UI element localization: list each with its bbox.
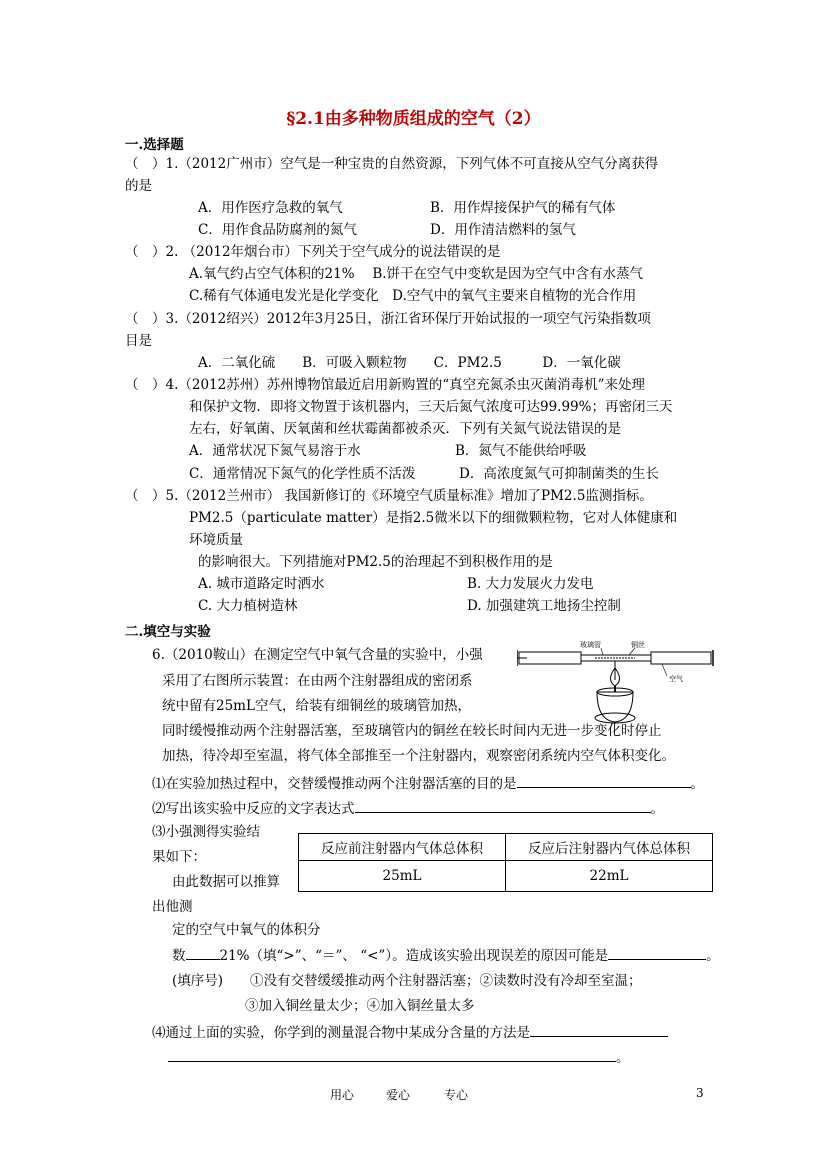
q4-option-d: D．高浓度氮气可抑制菌类的生长 bbox=[459, 466, 659, 482]
q5-stem-line3: 环境质量 bbox=[189, 532, 243, 548]
q4-stem-line1: （ ）4.（2012苏州）苏州博物馆最近启用新购置的“真空充氮杀虫灭菌消毒机”来处理 bbox=[125, 377, 646, 393]
q6-sub4-line2 bbox=[168, 1047, 630, 1067]
q6-sub3-line4: 出他测 bbox=[152, 899, 193, 915]
q6-sub1 bbox=[152, 773, 704, 793]
q5-stem-line1: （ ）5.（2012兰州市） 我国新修订的《环境空气质量标准》增加了PM2.5监测指标。 bbox=[125, 488, 653, 504]
q3-options: A．二氧化硫 B．可吸入颗粒物 C．PM2.5 D．一氧化碳 bbox=[198, 355, 621, 371]
q3-stem-line1: （ ）3.（2012绍兴）2012年3月25日，浙江省环保厅开始试报的一项空气污染指数项 bbox=[125, 311, 651, 327]
footer-motto-2: 爱心 bbox=[386, 1088, 411, 1102]
q6-sub4 bbox=[152, 1022, 668, 1042]
q6-stem-line3: 统中留有25mL空气，给装有细铜丝的玻璃管加热， bbox=[162, 698, 471, 714]
q1-option-a: A．用作医疗急救的氧气 bbox=[198, 200, 343, 216]
q4-option-c: C．通常情况下氮气的化学性质不活泼 bbox=[189, 466, 416, 482]
q6-sub3-line6 bbox=[172, 945, 720, 965]
table-header-after: 反应后注射器内气体总体积 bbox=[506, 834, 713, 861]
q1-stem-line2: 的是 bbox=[125, 178, 152, 194]
q6-sub2-text: ⑵写出该实验中反应的文字表达式 bbox=[152, 801, 355, 817]
q6-sub3-prefix: 数 bbox=[172, 948, 186, 964]
q1-option-d: D．用作清洁燃料的氢气 bbox=[430, 222, 576, 238]
q5-option-b: B. 大力发展火力发电 bbox=[467, 576, 594, 592]
q6-sub3-options-line2: ③加入铜丝量太少；④加入铜丝量太多 bbox=[245, 998, 475, 1014]
q6-sub4-answer-blank-2[interactable] bbox=[168, 1047, 616, 1062]
table-value-after: 22mL bbox=[506, 861, 713, 892]
q6-sub1-period: 。 bbox=[690, 776, 704, 792]
q5-option-d: D. 加强建筑工地扬尘控制 bbox=[467, 598, 621, 614]
q5-stem-line2: PM2.5（particulate matter）是指2.5微米以下的细微颗粒物，它对人体健康和 bbox=[189, 510, 678, 526]
q6-sub3-options-line1: (填序号) ①没有交替缓缓推动两个注射器活塞；②读数时没有冷却至室温； bbox=[172, 973, 642, 989]
q6-sub4-answer-blank-1[interactable] bbox=[530, 1022, 668, 1037]
footer-motto-1: 用心 bbox=[330, 1088, 355, 1102]
q6-stem-line1: 6.（2010鞍山）在测定空气中氧气含量的实验中，小强 bbox=[152, 647, 483, 663]
q6-stem-line2: 采用了右图所示装置：在由两个注射器组成的密闭系 bbox=[162, 673, 473, 689]
q2-options-cd: C.稀有气体通电发光是化学变化 D.空气中的氧气主要来自植物的光合作用 bbox=[189, 288, 637, 304]
q6-sub2 bbox=[152, 798, 664, 818]
q5-option-c: C. 大力植树造林 bbox=[198, 598, 298, 614]
page-title: §2.1由多种物质组成的空气（2） bbox=[286, 109, 541, 129]
q4-stem-line3: 左右，好氧菌、厌氧菌和丝状霉菌都被杀灭．下列有关氮气说法错误的是 bbox=[189, 421, 621, 437]
q6-sub1-text: ⑴在实验加热过程中，交替缓慢推动两个注射器活塞的目的是 bbox=[152, 776, 517, 792]
result-table bbox=[298, 833, 713, 892]
q6-sub1-answer-blank[interactable] bbox=[517, 773, 691, 788]
table-header-before: 反应前注射器内气体总体积 bbox=[299, 834, 506, 861]
q4-option-b: B．氮气不能供给呼吸 bbox=[455, 443, 587, 459]
fig-label-air: 空气 bbox=[669, 675, 683, 683]
q6-sub3-line3: 由此数据可以推算 bbox=[172, 874, 280, 890]
section-heading-fill: 二.填空与实验 bbox=[125, 624, 211, 640]
section-heading-choice: 一.选择题 bbox=[125, 137, 184, 153]
q6-sub3-line5: 定的空气中氧气的体积分 bbox=[172, 922, 321, 938]
q2-stem: （ ）2. （2012年烟台市）下列关于空气成分的说法错误的是 bbox=[125, 244, 501, 260]
q5-option-a: A. 城市道路定时洒水 bbox=[198, 576, 325, 592]
q6-stem-line4: 同时缓慢推动两个注射器活塞，至玻璃管内的铜丝在较长时间内无进一步变化时停止 bbox=[162, 723, 662, 739]
q6-sub3-compare-blank[interactable] bbox=[186, 945, 220, 960]
q1-stem-line1: （ ）1.（2012广州市）空气是一种宝贵的自然资源，下列气体不可直接从空气分离获得 bbox=[125, 156, 659, 172]
fig-label-glass-tube: 玻璃管 bbox=[580, 641, 601, 649]
q2-options-ab: A.氧气约占空气体积的21% B.饼干在空气中变软是因为空气中含有水蒸气 bbox=[189, 266, 644, 282]
footer-motto-3: 专心 bbox=[444, 1088, 469, 1102]
q6-sub3-reason-blank[interactable] bbox=[608, 945, 706, 960]
table-value-before: 25mL bbox=[299, 861, 506, 892]
q6-sub4-text: ⑷通过上面的实验，你学到的测量混合物中某成分含量的方法是 bbox=[152, 1025, 530, 1041]
fig-label-copper: 铜丝 bbox=[631, 641, 645, 649]
q6-sub3-suffix: 21%（填“>”、“＝”、 “<”）。造成该实验出现误差的原因可能是 bbox=[219, 948, 609, 964]
q6-sub4-period: 。 bbox=[616, 1050, 630, 1066]
q5-stem-line4: 的影响很大。下列措施对PM2.5的治理起不到积极作用的是 bbox=[198, 554, 553, 570]
q6-sub3-line2: 果如下： bbox=[152, 849, 206, 865]
q1-option-c: C．用作食品防腐剂的氮气 bbox=[198, 222, 357, 238]
q6-sub3-period: 。 bbox=[706, 948, 720, 964]
q6-sub2-period: 。 bbox=[650, 801, 664, 817]
q3-stem-line2: 目是 bbox=[125, 333, 152, 349]
page-number: 3 bbox=[696, 1086, 704, 1100]
q4-stem-line2: 和保护文物．即将文物置于该机器内，三天后氮气浓度可达99.99%；再密闭三天 bbox=[189, 399, 673, 415]
q6-stem-line5: 加热，待冷却至室温，将气体全部推至一个注射器内，观察密闭系统内空气体积变化。 bbox=[162, 748, 675, 764]
q6-sub3-line1: ⑶小强测得实验结 bbox=[152, 824, 260, 840]
q1-option-b: B．用作焊接保护气的稀有气体 bbox=[430, 200, 616, 216]
apparatus-diagram-icon bbox=[517, 636, 717, 731]
q6-sub2-answer-blank[interactable] bbox=[355, 798, 651, 813]
q4-option-a: A．通常状况下氮气易溶于水 bbox=[189, 443, 361, 459]
